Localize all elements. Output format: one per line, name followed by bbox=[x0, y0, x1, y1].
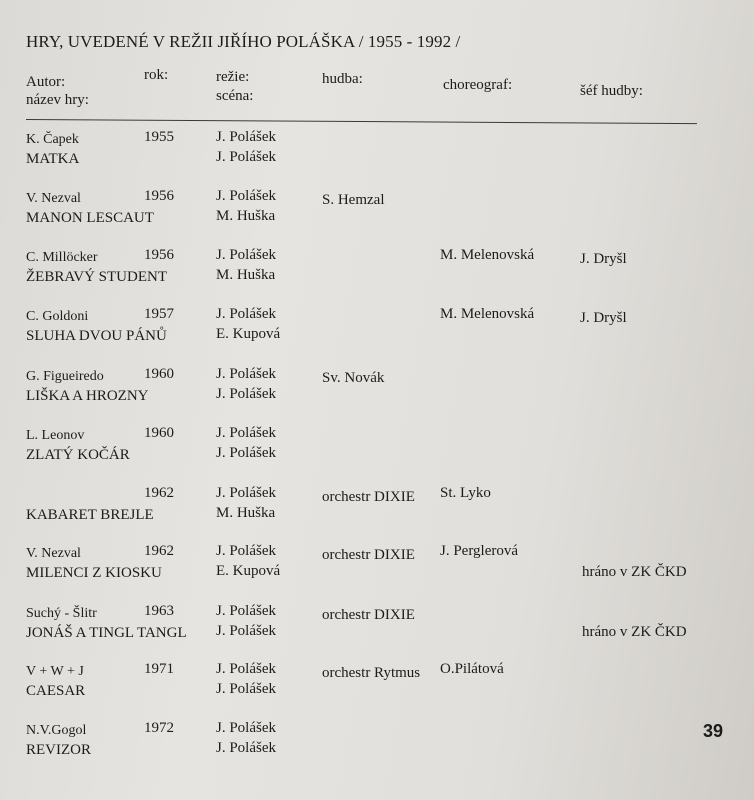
play-title: MILENCI Z KIOSKU bbox=[26, 565, 162, 581]
music: orchestr DIXIE bbox=[322, 607, 415, 623]
director: J. Polášek bbox=[216, 188, 276, 204]
premiere-year: 1971 bbox=[144, 661, 174, 677]
play-title: LIŠKA A HROZNY bbox=[26, 388, 149, 404]
venue-note: hráno v ZK ČKD bbox=[582, 564, 687, 580]
premiere-year: 1962 bbox=[144, 485, 174, 501]
music-chief: J. Dryšl bbox=[580, 310, 627, 326]
table-row bbox=[0, 246, 754, 290]
choreographer: O.Pilátová bbox=[440, 661, 504, 677]
play-author: V + W + J bbox=[26, 664, 84, 679]
venue-note: hráno v ZK ČKD bbox=[582, 624, 687, 640]
play-title: JONÁŠ A TINGL TANGL bbox=[26, 625, 187, 641]
play-title: MANON LESCAUT bbox=[26, 210, 154, 226]
play-author: C. Millöcker bbox=[26, 250, 98, 265]
table-row bbox=[0, 602, 754, 646]
table-row bbox=[0, 484, 754, 528]
header-hudba: hudba: bbox=[322, 71, 363, 87]
premiere-year: 1960 bbox=[144, 366, 174, 382]
play-author: L. Leonov bbox=[26, 428, 85, 443]
table-row bbox=[0, 660, 754, 704]
play-author: K. Čapek bbox=[26, 132, 79, 147]
play-title: ZLATÝ KOČÁR bbox=[26, 447, 130, 463]
choreographer: St. Lyko bbox=[440, 485, 491, 501]
director: J. Polášek bbox=[216, 661, 276, 677]
play-title: MATKA bbox=[26, 151, 80, 167]
play-title: KABARET BREJLE bbox=[26, 507, 154, 523]
director: J. Polášek bbox=[216, 425, 276, 441]
play-author: V. Nezval bbox=[26, 191, 81, 206]
premiere-year: 1955 bbox=[144, 129, 174, 145]
header-rok: rok: bbox=[144, 67, 169, 83]
play-title: ŽEBRAVÝ STUDENT bbox=[26, 269, 167, 285]
scenographer: J. Polášek bbox=[216, 386, 276, 402]
scenographer: J. Polášek bbox=[216, 623, 276, 639]
music: Sv. Novák bbox=[322, 370, 385, 386]
play-title: REVIZOR bbox=[26, 742, 91, 758]
director: J. Polášek bbox=[216, 543, 276, 559]
director: J. Polášek bbox=[216, 306, 276, 322]
director: J. Polášek bbox=[216, 366, 276, 382]
director: J. Polášek bbox=[216, 129, 276, 145]
director: J. Polášek bbox=[216, 485, 276, 501]
premiere-year: 1956 bbox=[144, 188, 174, 204]
play-author: N.V.Gogol bbox=[26, 723, 87, 738]
scenographer: J. Polášek bbox=[216, 149, 276, 165]
scenographer: E. Kupová bbox=[216, 326, 281, 342]
choreographer: M. Melenovská bbox=[440, 247, 535, 263]
scenographer: J. Polášek bbox=[216, 740, 276, 756]
music: orchestr DIXIE bbox=[322, 489, 415, 505]
scenographer: M. Huška bbox=[216, 208, 276, 224]
premiere-year: 1957 bbox=[144, 306, 174, 322]
play-author: V. Nezval bbox=[26, 546, 81, 561]
music-chief: J. Dryšl bbox=[580, 251, 627, 267]
header-rezie: režie: bbox=[216, 69, 250, 85]
table-row bbox=[0, 128, 754, 172]
table-row bbox=[0, 305, 754, 349]
table-row bbox=[0, 542, 754, 586]
header-divider bbox=[26, 119, 697, 124]
director: J. Polášek bbox=[216, 603, 276, 619]
music: orchestr DIXIE bbox=[322, 547, 415, 563]
table-row bbox=[0, 365, 754, 409]
header-sef-hudby: šéf hudby: bbox=[580, 83, 643, 99]
table-row bbox=[0, 719, 754, 763]
choreographer: M. Melenovská bbox=[440, 306, 535, 322]
premiere-year: 1972 bbox=[144, 720, 174, 736]
premiere-year: 1962 bbox=[144, 543, 174, 559]
scenographer: M. Huška bbox=[216, 505, 276, 521]
premiere-year: 1963 bbox=[144, 603, 174, 619]
music: S. Hemzal bbox=[322, 192, 385, 208]
scenographer: J. Polášek bbox=[216, 445, 276, 461]
director: J. Polášek bbox=[216, 720, 276, 736]
page-title: HRY, UVEDENÉ V REŽII JIŘÍHO POLÁŠKA / 1955 - 1992 / bbox=[26, 32, 461, 51]
header-autor: Autor: bbox=[26, 74, 66, 90]
play-author: G. Figueiredo bbox=[26, 369, 104, 384]
table-row bbox=[0, 187, 754, 231]
premiere-year: 1956 bbox=[144, 247, 174, 263]
header-scena: scéna: bbox=[216, 88, 254, 104]
play-title: CAESAR bbox=[26, 683, 86, 699]
director: J. Polášek bbox=[216, 247, 276, 263]
table-row bbox=[0, 424, 754, 468]
scenographer: J. Polášek bbox=[216, 681, 276, 697]
premiere-year: 1960 bbox=[144, 425, 174, 441]
header-nazev-hry: název hry: bbox=[26, 92, 89, 108]
scenographer: M. Huška bbox=[216, 267, 276, 283]
play-title: SLUHA DVOU PÁNŮ bbox=[26, 328, 167, 344]
scenographer: E. Kupová bbox=[216, 563, 281, 579]
header-choreograf: choreograf: bbox=[443, 77, 513, 93]
play-author: Suchý - Šlitr bbox=[26, 606, 97, 621]
play-author: C. Goldoni bbox=[26, 309, 89, 324]
music: orchestr Rytmus bbox=[322, 665, 421, 681]
choreographer: J. Perglerová bbox=[440, 543, 519, 559]
page-number: 39 bbox=[703, 721, 724, 741]
